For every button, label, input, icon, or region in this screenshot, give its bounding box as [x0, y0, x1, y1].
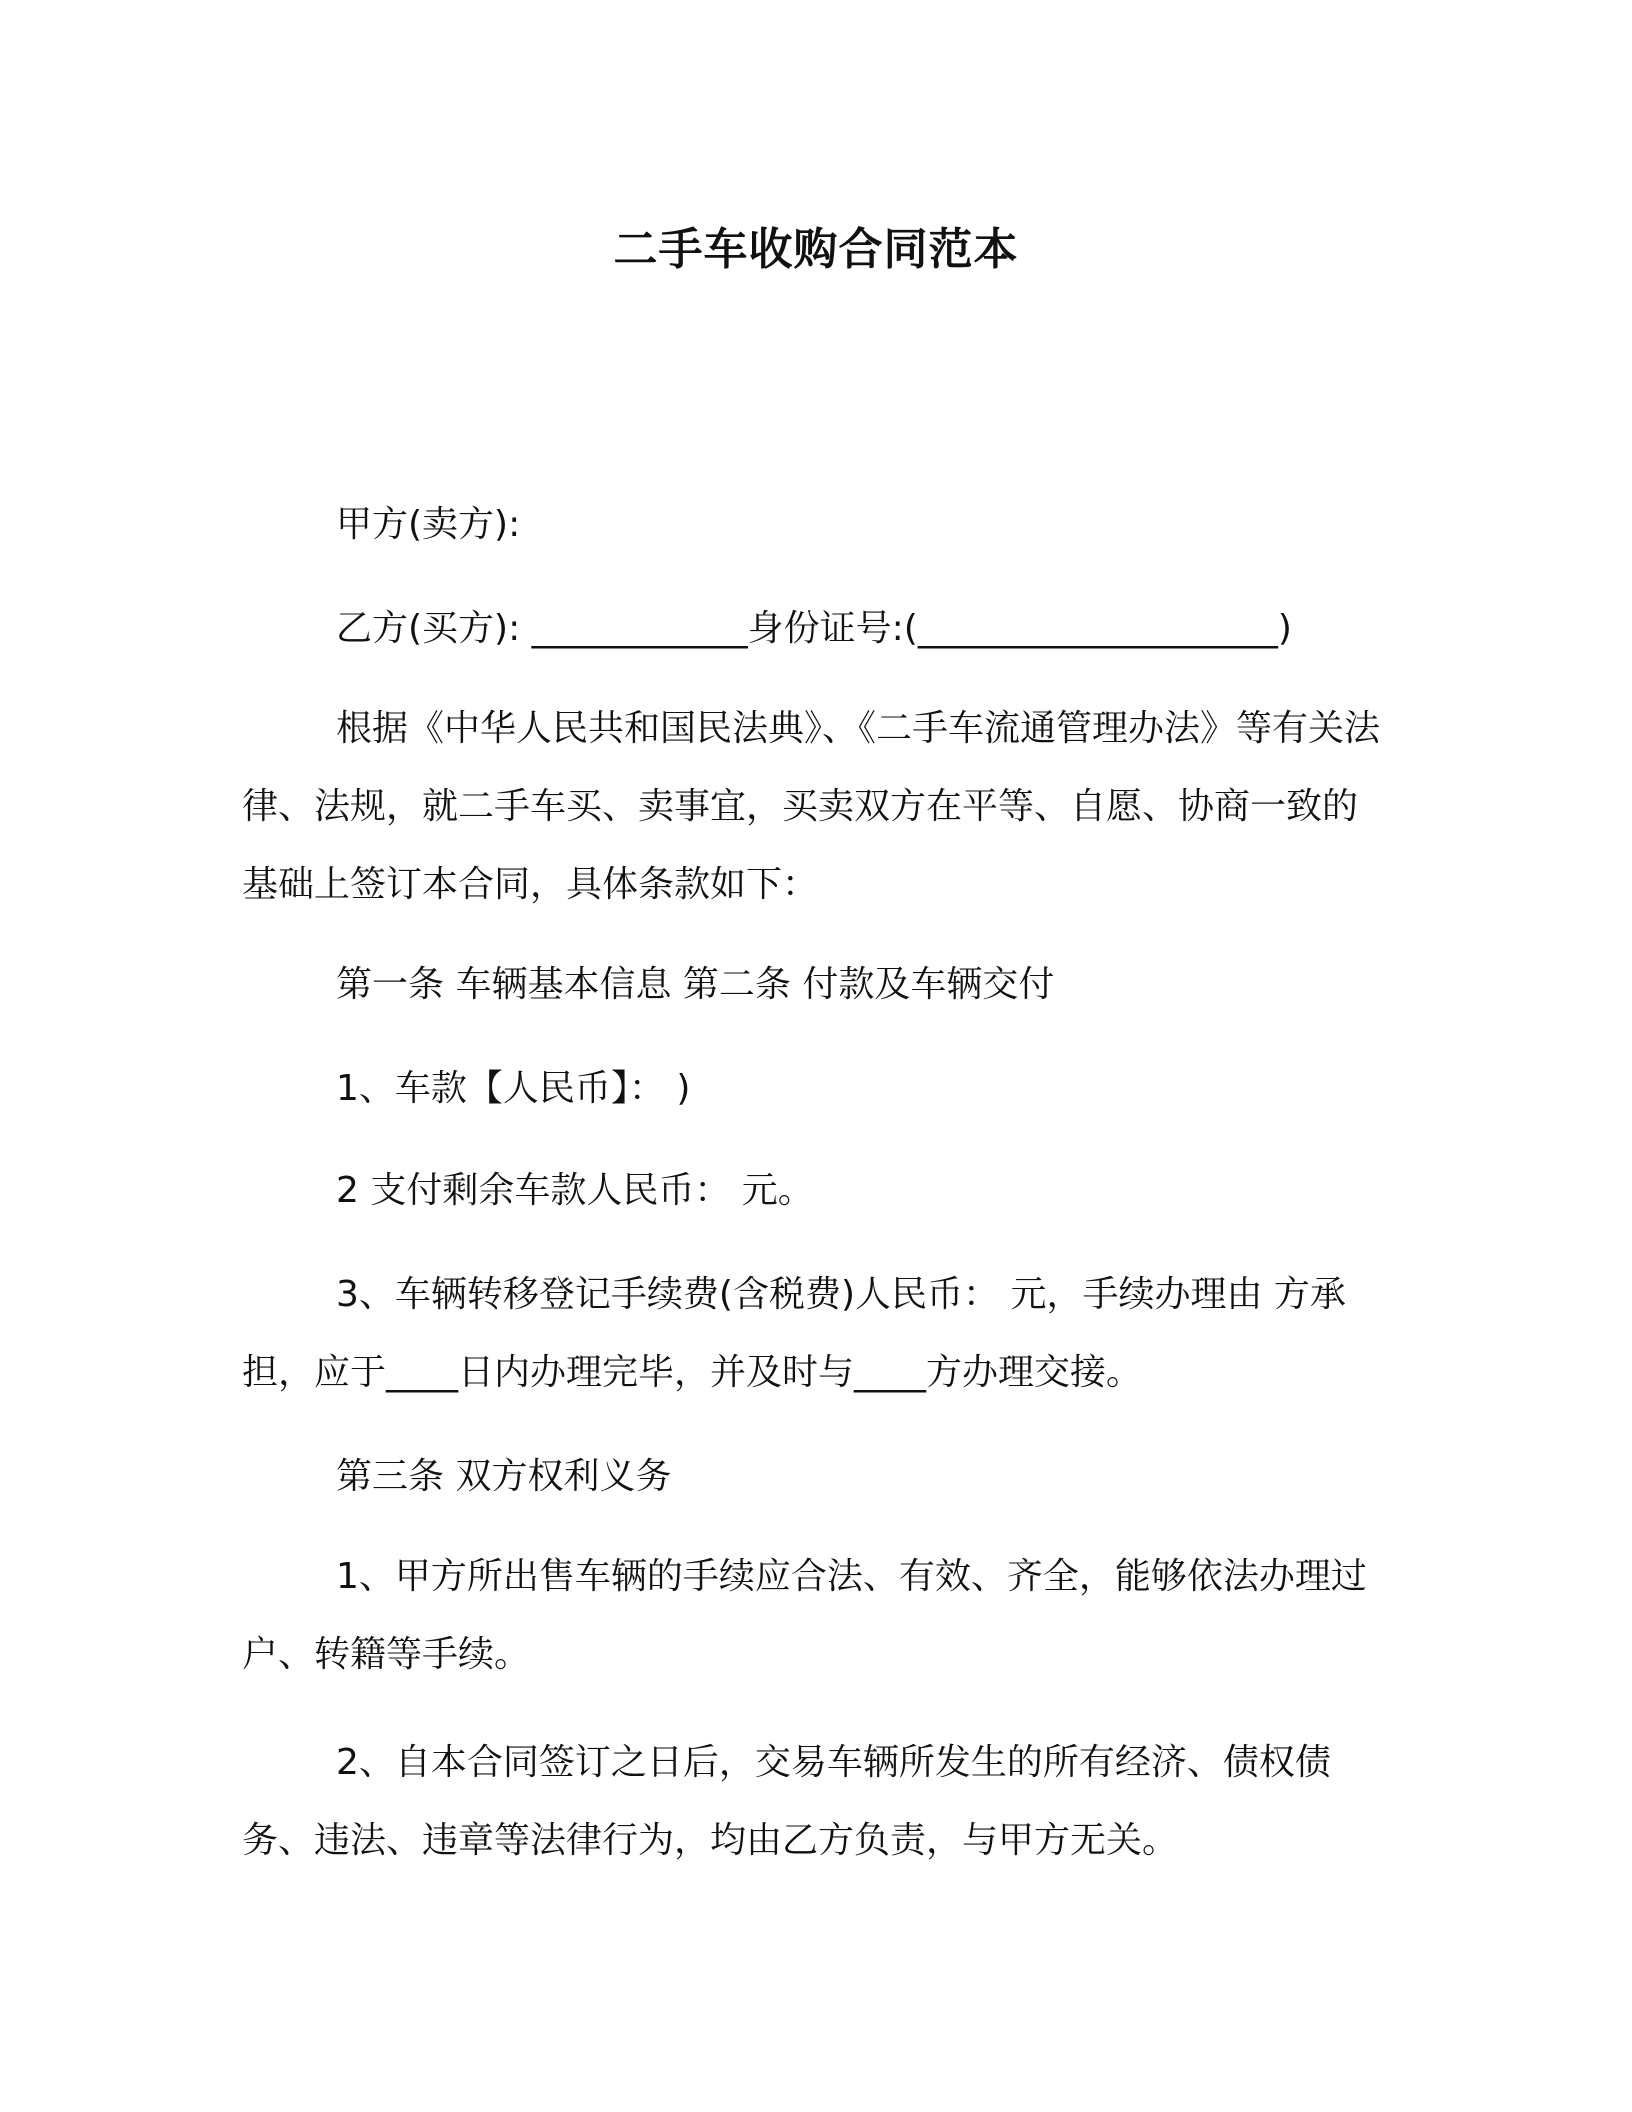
preamble-paragraph: 根据《中华人民共和国民法典》、《二手车流通管理办法》等有关法律、法规，就二手车买、卖事宜，买卖双方在平等、自愿、协商一致的基础上签订本合同，具体条款如下： — [242, 708, 1381, 905]
article-heading-1-2: 第一条 车辆基本信息 第二条 付款及车辆交付 — [336, 964, 1055, 1005]
payment-item-2: 2 支付剩余车款人民币： 元。 — [336, 1170, 814, 1211]
obligation-item-2: 2、自本合同签订之日后，交易车辆所发生的所有经济、债权债务、违法、违章等法律行为，均由乙方负责，与甲方无关。 — [242, 1742, 1331, 1861]
party-a-line: 甲方(卖方): — [336, 504, 521, 545]
payment-item-3: 3、车辆转移登记手续费(含税费)人民币： 元，手续办理由 方承担，应于____日内办理完毕，并及时与____方办理交接。 — [242, 1274, 1346, 1393]
payment-item-1: 1、车款【人民币】： ) — [336, 1068, 691, 1109]
obligation-item-1: 1、甲方所出售车辆的手续应合法、有效、齐全，能够依法办理过户、转籍等手续。 — [242, 1556, 1367, 1675]
document-title: 二手车收购合同范本 — [613, 224, 1019, 275]
party-b-line: 乙方(买方): ____________身份证号:(____________________) — [336, 608, 1292, 649]
article-heading-3: 第三条 双方权利义务 — [336, 1456, 672, 1497]
